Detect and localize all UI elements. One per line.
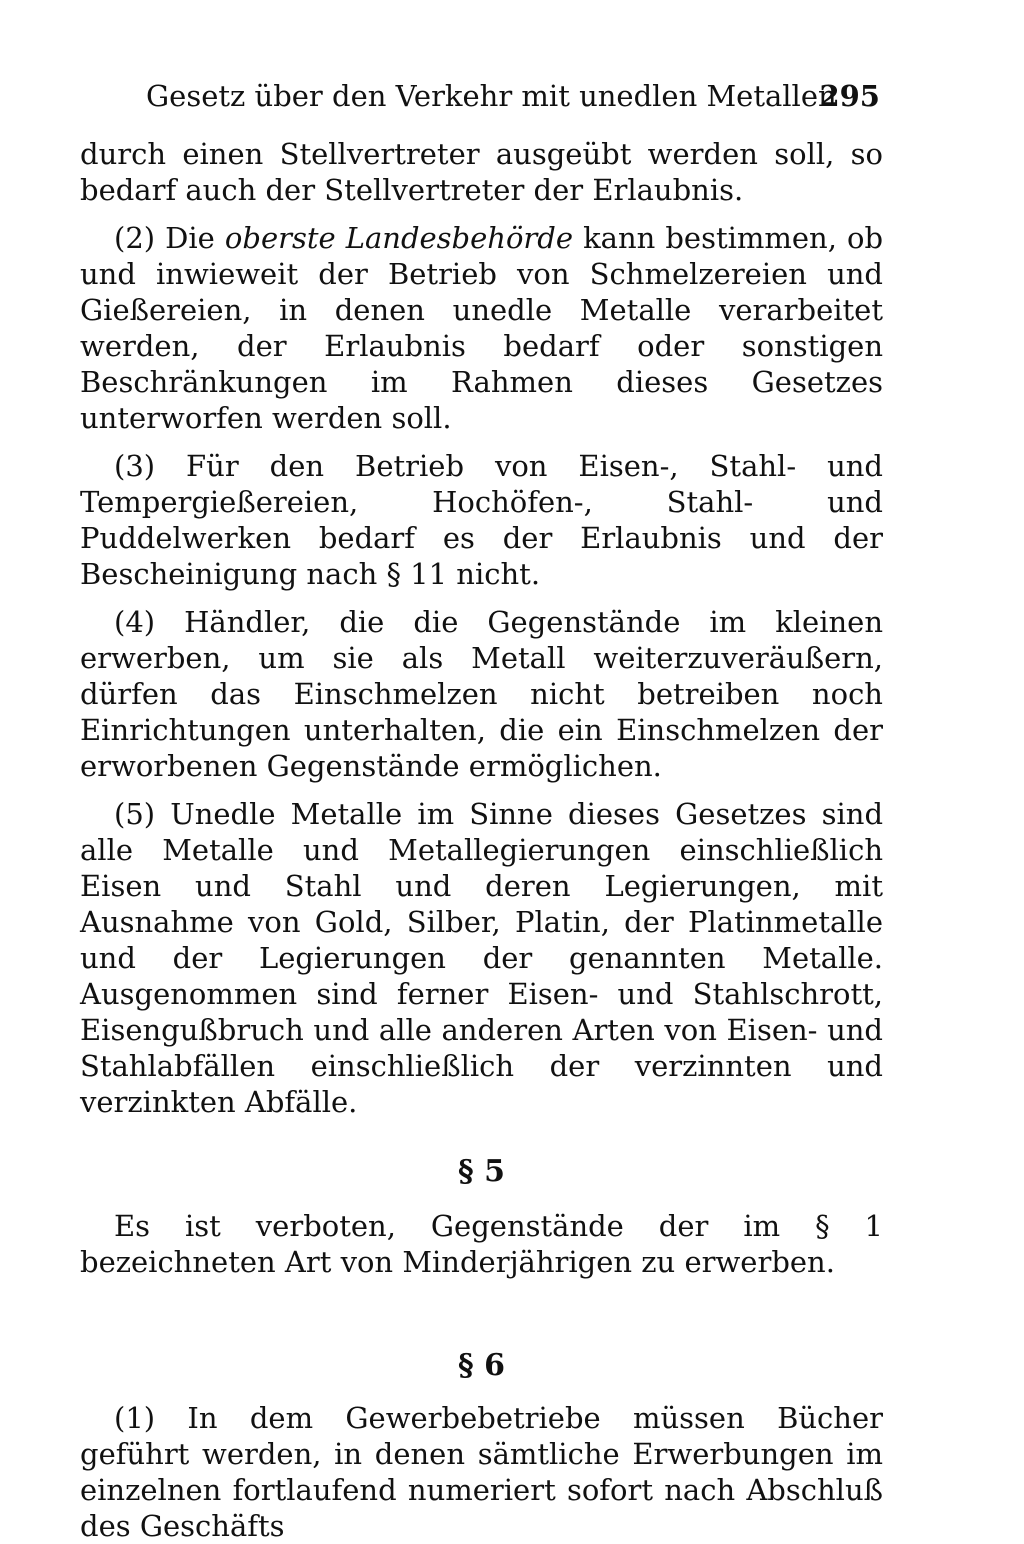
paragraph-4	[80, 604, 883, 784]
section-5-paragraph: Es ist verboten, Gegenstände der im § 1 bezeichneten Art von Minderjährigen zu erwerben.	[80, 1209, 883, 1279]
body-text	[80, 136, 883, 1544]
paragraph-text-post: kann bestimmen, ob und inwieweit der Betrieb von Schmelzereien und Gießereien, in denen unedle Metalle verarbeitet werden, der Erlaubnis bedarf oder sonstigen Beschränkungen im Rahmen dieses Gesetzes unterworfen werden soll.	[80, 221, 884, 435]
paragraph-label: (5)	[114, 797, 156, 831]
continued-paragraph: durch einen Stellvertreter ausgeübt werden soll, so bedarf auch der Stellvertreter der Erlaubnis.	[80, 137, 883, 207]
section-6-paragraph-1	[80, 1400, 883, 1544]
paragraph-label: (3)	[114, 449, 156, 483]
paragraph-3	[80, 448, 883, 592]
paragraph-text-pre: Die	[165, 221, 215, 255]
paragraph-text: Unedle Metalle im Sinne dieses Gesetzes sind alle Metalle und Metallegierungen einschließlich Eisen und Stahl und deren Legierungen, mit Ausnahme von Gold, Silber, Platin, der Platinmetalle und der Legierungen der genannten Metalle. Ausgenommen sind ferner Eisen- und Stahlschrott, Eisengußbruch und alle anderen Arten von Eisen- und Stahlabfällen einschließlich der verzinnten und verzinkten Abfälle.	[80, 797, 884, 1119]
paragraph-label: (1)	[114, 1401, 156, 1435]
paragraph-text: Händler, die die Gegenstände im kleinen erwerben, um sie als Metall weiterzuveräußern, dürfen das Einschmelzen nicht betreiben noch Einrichtungen unterhalten, die ein Einschmelzen der erworbenen Gegenstände ermöglichen.	[80, 605, 883, 783]
paragraph-label: (4)	[114, 605, 156, 639]
paragraph-label: (2)	[114, 221, 156, 255]
section-heading-6: § 6	[457, 1348, 505, 1383]
running-title: Gesetz über den Verkehr mit unedlen Metallen	[146, 79, 837, 113]
paragraph-5	[80, 796, 883, 1120]
emphasis-text: oberste Landesbehörde	[224, 221, 574, 255]
section-heading-5: § 5	[457, 1154, 505, 1189]
paragraph-text: In dem Gewerbebetriebe müssen Bücher geführt werden, in denen sämtliche Erwerbungen im einzelnen fortlaufend numeriert sofort nach Abschluß des Geschäfts	[80, 1401, 883, 1543]
page-number: 295	[819, 79, 880, 113]
paragraph-2	[80, 220, 883, 436]
paragraph-text: Für den Betrieb von Eisen-, Stahl- und Tempergießereien, Hochöfen-, Stahl- und Puddelwerken bedarf es der Erlaubnis und der Bescheinigung nach § 11 nicht.	[80, 449, 883, 591]
running-header	[146, 72, 880, 120]
